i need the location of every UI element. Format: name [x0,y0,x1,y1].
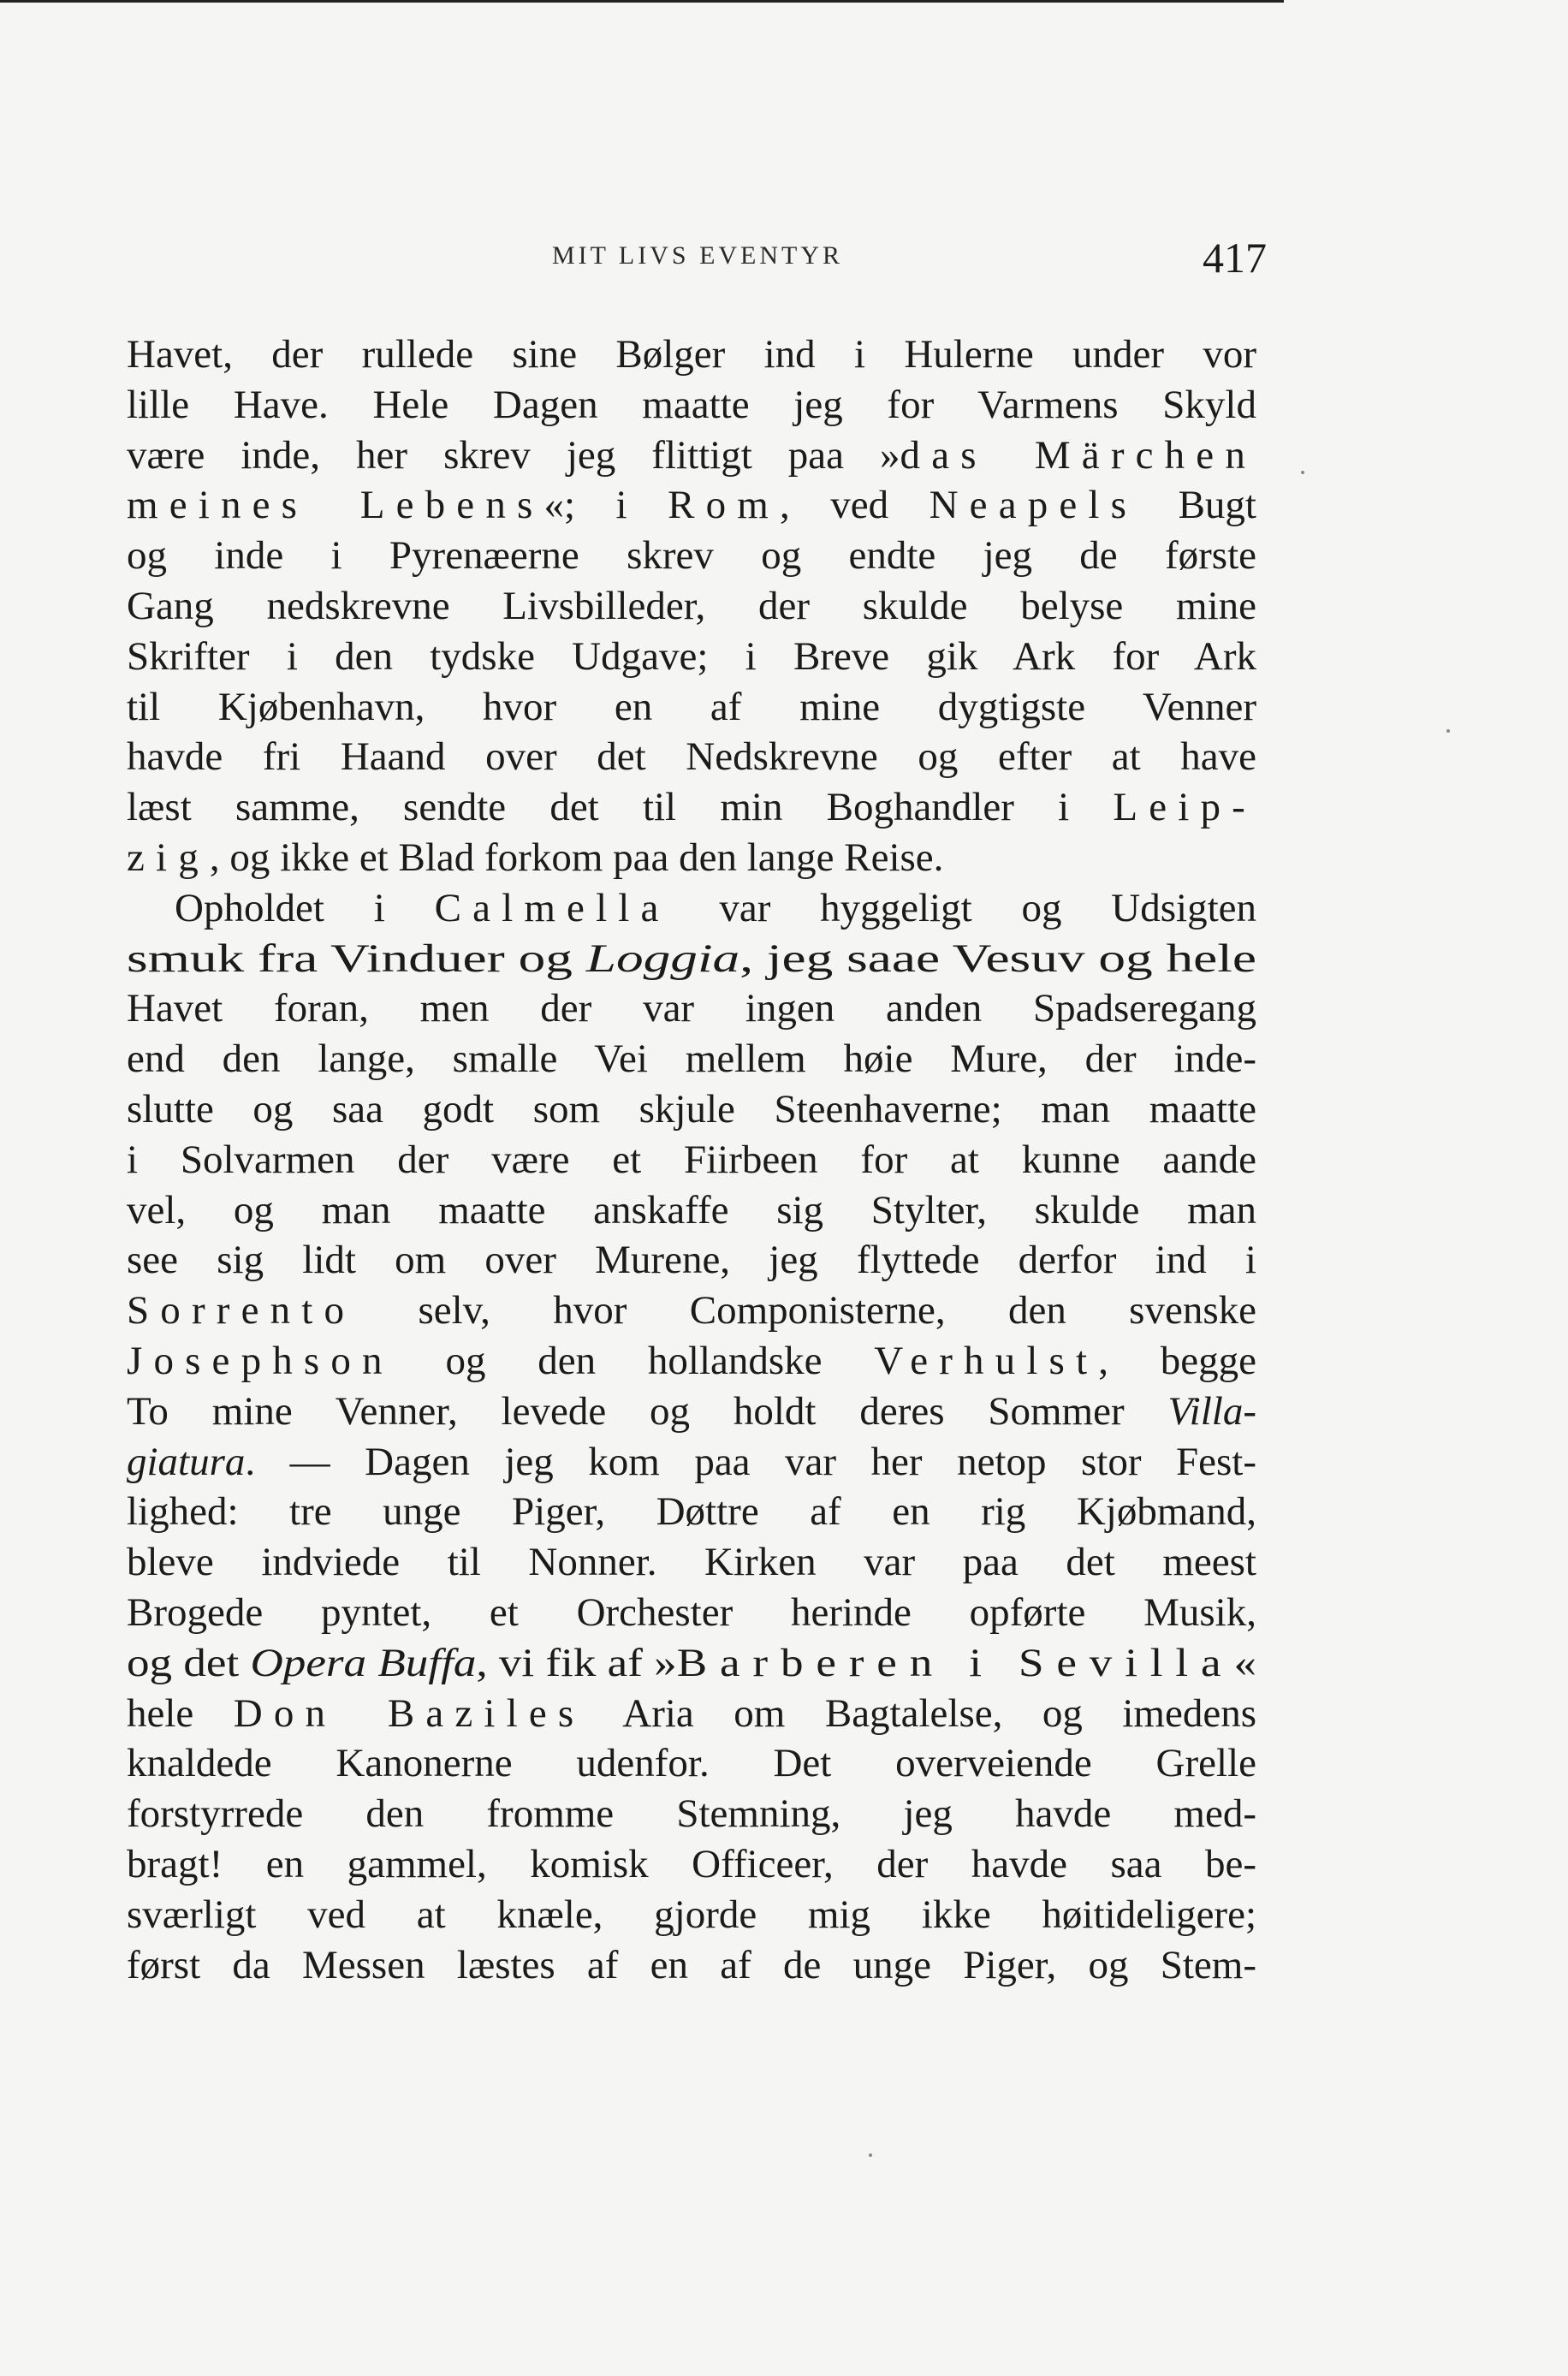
text-line-13: smuk fra Vinduer og Loggia, jeg saae Vesuv og hele [127,936,1256,981]
text-line-4: meines Lebens«; i Rom, ved Neapels Bugt [127,483,1256,528]
text-line-9: havde fri Haand over det Nedskrevne og efter at have [127,734,1256,780]
speck [1301,471,1304,474]
running-title: MIT LIVS EVENTYR [551,241,844,270]
spaced-title: meines Lebens [127,483,544,528]
text-line-31: bragt! en gammel, komisk Officeer, der havde saa be- [127,1841,1256,1886]
text-line-33: først da Messen læstes af en af de unge Piger, og Stem- [127,1942,1256,1987]
text-line-26: Brogede pyntet, et Orchester herinde opførte Musik, [127,1589,1256,1635]
text-line-6: Gang nedskrevne Livsbilleder, der skulde belyse mine [127,583,1256,628]
text-line-7: Skrifter i den tydske Udgave; i Breve gik Ark for Ark [127,633,1256,679]
spaced-name: Don Baziles [233,1690,585,1736]
speck [1446,729,1450,733]
text-line-18: vel, og man maatte anskaffe sig Stylter, skulde man [127,1187,1256,1233]
text-line-25: bleve indviede til Nonner. Kirken var paa det meest [127,1540,1256,1585]
text-line-19: see sig lidt om over Murene, jeg flyttede derfor ind i [127,1238,1256,1283]
text-line-2: lille Have. Hele Dagen maatte jeg for Varmens Skyld [127,382,1256,427]
text-line-17: i Solvarmen der være et Fiirbeen for at kunne aande [127,1137,1256,1182]
top-edge-rule [0,0,1284,3]
text-line-20: Sorrento selv, hvor Componisterne, den svenske [127,1288,1256,1334]
speck [869,2153,872,2157]
spaced-place: Rom [668,483,780,528]
italic-word: Loggia [585,936,740,981]
text-line-16: slutte og saa godt som skjule Steenhaverne; man maatte [127,1086,1256,1132]
text-line-11: zig, og ikke et Blad forkom paa den lange Reise. [127,835,944,880]
text-line-10: læst samme, sendte det til min Boghandler i Leip- [127,785,1256,830]
italic-word: Opera Buffa [250,1640,477,1685]
text-line-30: forstyrrede den fromme Stemning, jeg havde med- [127,1791,1256,1837]
text-line-29: knaldede Kanonerne udenfor. Det overveiende Grelle [127,1741,1256,1786]
text-line-8: til Kjøbenhavn, hvor en af mine dygtigste Venner [127,684,1256,729]
spaced-place: Leip- [1113,785,1256,830]
text-line-5: og inde i Pyrenæerne skrev og endte jeg de første [127,533,1256,579]
text-line-21: Josephson og den hollandske Verhulst, begge [127,1338,1256,1383]
text-line-23: giatura. — Dagen jeg kom paa var her netop stor Fest- [127,1439,1256,1484]
text-line-14: Havet foran, men der var ingen anden Spadseregang [127,986,1256,1031]
italic-word: giatura [127,1439,246,1484]
spaced-place: Neapels [929,483,1138,528]
body-text [127,330,1256,1990]
italic-word: Villa- [1167,1388,1256,1434]
text-line-22: To mine Venner, levede og holdt deres Sommer Villa- [127,1388,1256,1434]
text-line-15: end den lange, smalle Vei mellem høie Mure, der inde- [127,1037,1256,1082]
text-line-12: Opholdet i Calmella var hyggeligt og Udsigten [175,885,1256,930]
spaced-place: Sorrento [127,1288,356,1334]
page-number: 417 [1203,234,1267,282]
text-line-24: lighed: tre unge Piger, Døttre af en rig Kjøbmand, [127,1489,1256,1535]
text-line-1: Havet, der rullede sine Bølger ind i Hulerne under vor [127,332,1256,377]
text-line-27: og det Opera Buffa, vi fik af »Barberen i Sevilla« [127,1640,1256,1685]
spaced-place: Calmella [434,885,670,930]
text-line-3: være inde, her skrev jeg flittigt paa »das Märchen [127,432,1256,478]
spaced-name: Verhulst [874,1338,1099,1383]
spaced-name: Josephson [127,1338,394,1383]
spaced-title: Barberen i Sevilla [676,1640,1234,1685]
page-header [128,233,1267,293]
text-line-28: hele Don Baziles Aria om Bagtalelse, og imedens [127,1690,1256,1736]
text-line-32: sværligt ved at knæle, gjorde mig ikke høitideligere; [127,1892,1256,1937]
spaced-title: das Märchen [900,432,1256,478]
spaced-place: zig [127,835,210,880]
